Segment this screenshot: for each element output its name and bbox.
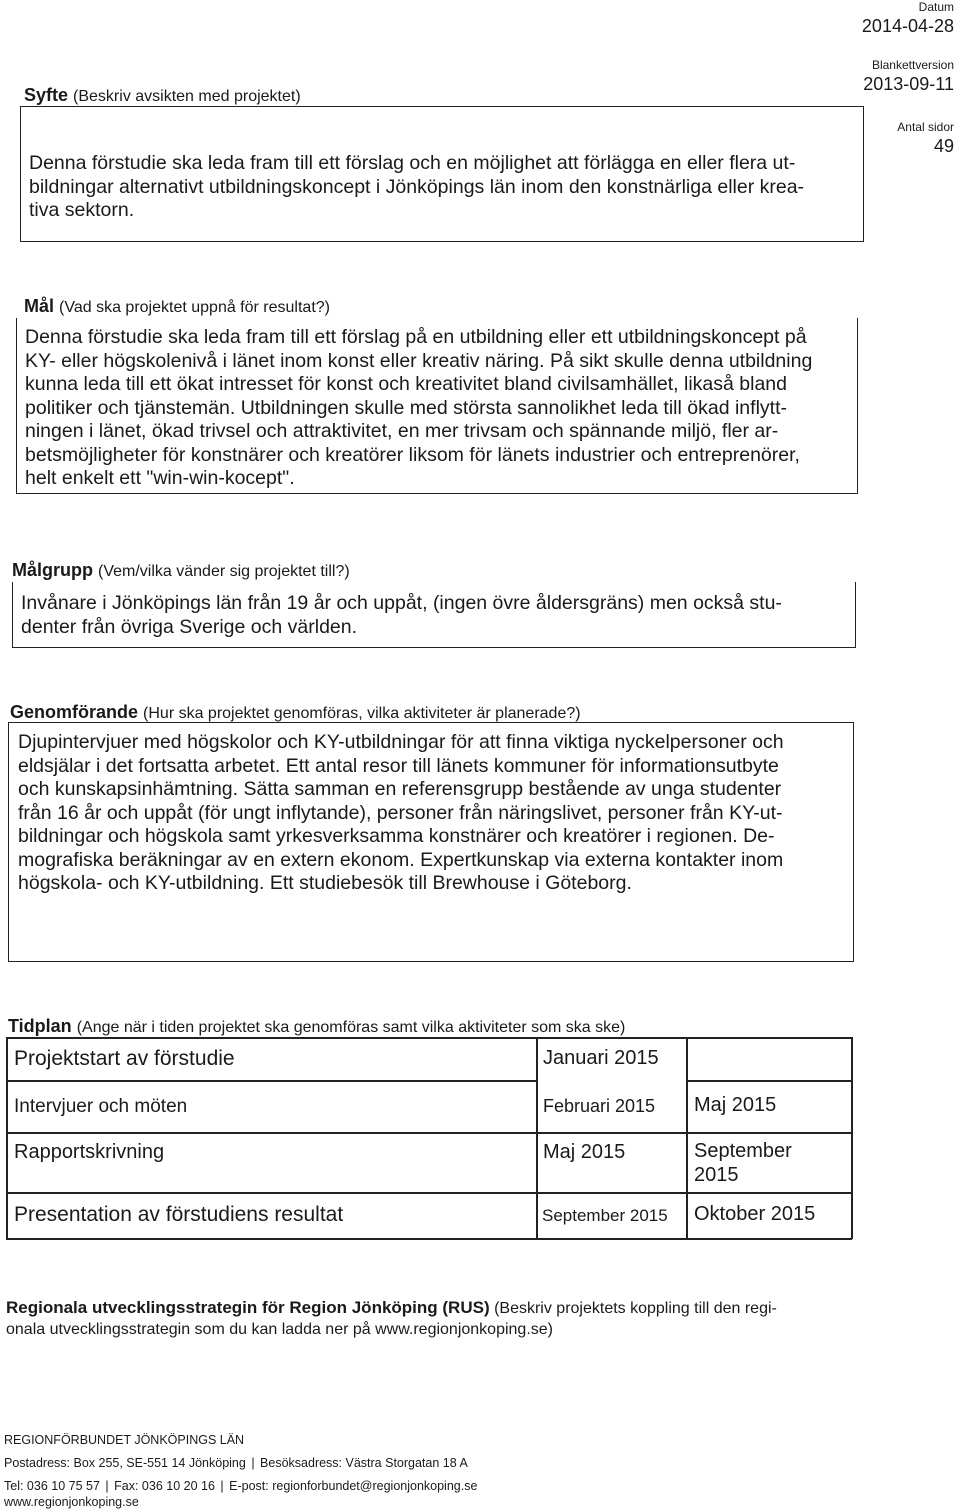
- mal-subtitle: (Vad ska projektet uppnå för resultat?): [59, 299, 330, 316]
- table-rule: [6, 1037, 852, 1039]
- table-cell-activity: Presentation av förstudiens resultat: [14, 1203, 344, 1226]
- separator: |: [251, 1456, 255, 1470]
- table-rule: [6, 1238, 852, 1240]
- malgrupp-title: Målgrupp: [12, 560, 93, 580]
- text-line: och kunskapsinhämtning. Sätta samman en referensgrupp bestående av unga studenter: [18, 778, 782, 800]
- footer-website[interactable]: www.regionjonkoping.se: [4, 1495, 139, 1509]
- form-version-label: Blankettversion: [871, 58, 954, 72]
- table-cell-start: Maj 2015: [543, 1141, 626, 1163]
- mal-title: Mål: [24, 296, 55, 316]
- footer-address-line: [4, 1456, 468, 1470]
- table-cell-activity: Projektstart av förstudie: [14, 1047, 235, 1070]
- genomforande-title: Genomförande: [10, 702, 139, 722]
- rus-section: [6, 1297, 856, 1340]
- text-line: mografiska beräkningar av en extern ekonom. Expertkunskap via externa kontakter inom: [18, 848, 784, 871]
- text-line: KY- eller högskolenivå i länet inom konst eller kreativ näring. På sikt skulle denna utbildning: [25, 349, 813, 372]
- text-line: högskola- och KY-utbildning. Ett studiebesök till Brewhouse i Göteborg.: [18, 872, 632, 894]
- syfte-subtitle: (Beskriv avsikten med projektet): [73, 88, 301, 105]
- table-cell-end: September: [694, 1140, 792, 1162]
- footer-fax: Fax: 036 10 20 16: [114, 1479, 215, 1493]
- rus-subtitle-line2: onala utvecklingsstrategin som du kan ladda ner på www.regionjonkoping.se): [6, 1321, 553, 1338]
- text-line: bildningar och högskola samt yrkesverksamma konstnärer och kreatörer i regionen. De-: [18, 825, 775, 847]
- table-cell-activity: Rapportskrivning: [14, 1141, 165, 1163]
- text-line: denter från övriga Sverige och världen.: [21, 615, 358, 638]
- text-line: Denna förstudie ska leda fram till ett förslag och en möjlighet att förlägga en eller flera ut-: [29, 152, 796, 174]
- tidplan-title: Tidplan: [8, 1016, 72, 1036]
- table-rule: [536, 1037, 538, 1239]
- text-line: bildningar alternativt utbildningskoncept i Jönköpings län inom den konstnärliga eller krea-: [29, 175, 805, 198]
- date-label: Datum: [918, 0, 954, 14]
- separator: |: [105, 1479, 109, 1493]
- footer-contact-line: [4, 1479, 477, 1493]
- table-cell-start: September 2015: [542, 1206, 668, 1225]
- syfte-title: Syfte: [24, 85, 69, 105]
- text-line: eldsjälar i det fortsatta arbetet. Ett antal resor till länets kommuner för informationsutbyte: [18, 754, 779, 777]
- text-line: politiker och tjänstemän. Utbildningen skulle med största sannolikhet leda till ökad inflytt-: [25, 396, 787, 419]
- page-count-label: Antal sidor: [897, 120, 954, 134]
- text-line: betsmöjligheter för konstnärer och kreatörer liksom för länets industrier och entreprenörer,: [25, 443, 800, 466]
- malgrupp-subtitle: (Vem/vilka vänder sig projektet till?): [98, 563, 350, 580]
- footer-postal-address: Postadress: Box 255, SE-551 14 Jönköping: [4, 1456, 246, 1470]
- footer-visiting-address: Besöksadress: Västra Storgatan 18 A: [260, 1456, 468, 1470]
- text-line: kunna leda till ett ökat intresset för konst och kreativitet bland civilsamhället, likaså bland: [25, 373, 787, 395]
- text-line: från 16 år och uppåt (för ungt inflytande), personer från näringslivet, personer från KY-ut-: [18, 801, 783, 824]
- table-rule: [686, 1037, 688, 1239]
- form-version-value: 2013-09-11: [863, 74, 954, 94]
- footer-phone: Tel: 036 10 75 57: [4, 1479, 100, 1493]
- table-rule: [851, 1037, 853, 1239]
- text-line: tiva sektorn.: [29, 199, 135, 221]
- table-cell-end: 2015: [694, 1164, 739, 1186]
- table-rule: [6, 1080, 536, 1082]
- rus-title: Regionala utvecklingsstrategin för Region Jönköping (RUS): [6, 1298, 490, 1317]
- text-line: Djupintervjuer med högskolor och KY-utbildningar för att finna viktiga nyckelpersoner och: [18, 731, 784, 753]
- genomforande-subtitle: (Hur ska projektet genomföras, vilka aktiviteter är planerade?): [143, 705, 581, 722]
- table-rule: [6, 1132, 852, 1134]
- table-rule: [686, 1080, 852, 1082]
- table-cell-start: Februari 2015: [543, 1096, 656, 1116]
- table-cell-end: Maj 2015: [694, 1094, 777, 1116]
- tidplan-subtitle: (Ange när i tiden projektet ska genomföras samt vilka aktiviteter som ska ske): [76, 1019, 626, 1036]
- text-line: Denna förstudie ska leda fram till ett förslag på en utbildning eller ett utbildningskoncept på: [25, 326, 807, 348]
- table-rule: [6, 1192, 852, 1194]
- text-line: ningen i länet, ökad trivsel och attraktivitet, en mer trivsam och spännande miljö, fler ar-: [25, 420, 779, 442]
- separator: |: [220, 1479, 224, 1493]
- footer-org: REGIONFÖRBUNDET JÖNKÖPINGS LÄN: [4, 1433, 245, 1447]
- page-count-value: 49: [933, 136, 954, 156]
- table-cell-end: Oktober 2015: [694, 1203, 816, 1225]
- table-rule: [6, 1037, 8, 1239]
- rus-subtitle-line1: (Beskriv projektets koppling till den regi-: [494, 1300, 777, 1317]
- table-cell-activity: Intervjuer och möten: [14, 1096, 188, 1117]
- date-value: 2014-04-28: [861, 16, 954, 36]
- footer-email[interactable]: E-post: regionforbundet@regionjonkoping.se: [229, 1479, 478, 1493]
- text-line: Invånare i Jönköpings län från 19 år och uppåt, (ingen övre åldersgräns) men också stu-: [21, 592, 782, 614]
- text-line: helt enkelt ett "win-win-kocept".: [25, 467, 295, 489]
- table-cell-start: Januari 2015: [543, 1047, 659, 1069]
